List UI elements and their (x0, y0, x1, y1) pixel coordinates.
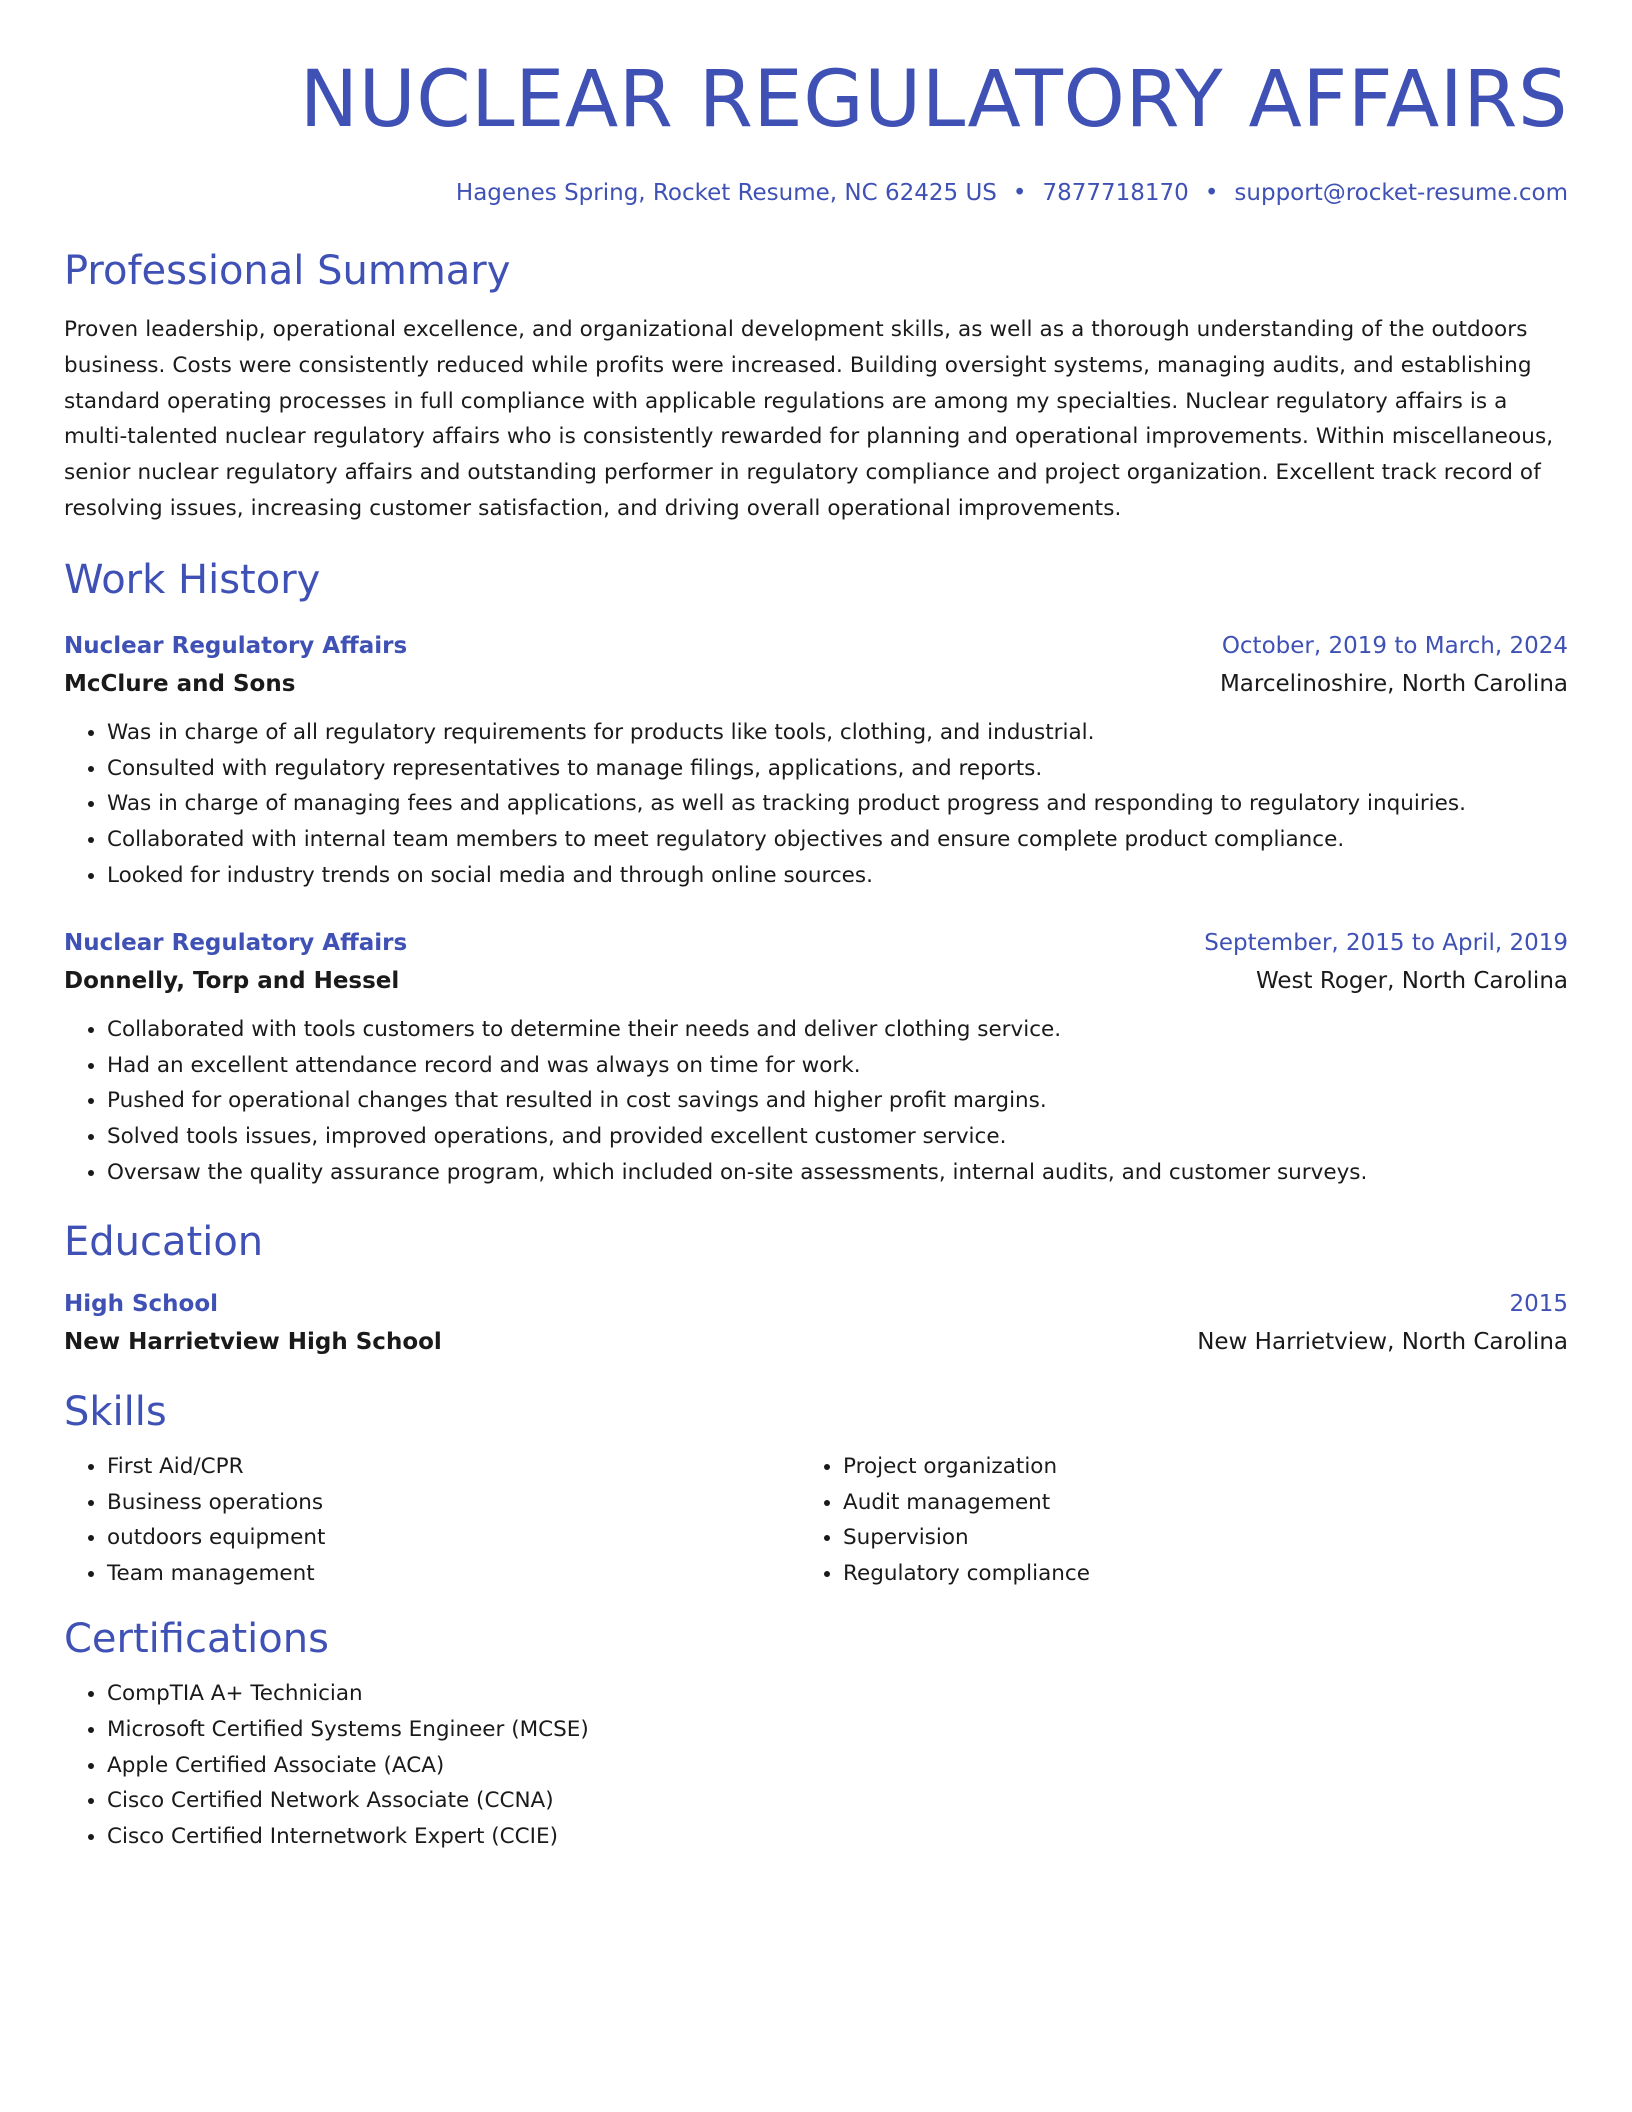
job-header-row (64, 627, 1568, 665)
certifications-list (64, 1676, 1568, 1855)
job-bullets (64, 715, 1568, 894)
education-entry (64, 1285, 1568, 1361)
certification-item: • Apple Certified Associate (ACA) (107, 1748, 1568, 1784)
section-title-summary: Professional Summary (64, 248, 511, 294)
job-bullet: • Oversaw the quality assurance program, which included on-site assessments, internal audits, and customer surveys. (107, 1155, 1568, 1191)
job-entry (64, 627, 1568, 894)
skill-item: • Audit management (843, 1485, 1536, 1521)
certifications-section (64, 1614, 1568, 1855)
section-title-work-history: Work History (64, 556, 321, 603)
education-section (64, 1217, 1568, 1361)
certification-item: • CompTIA A+ Technician (107, 1676, 1568, 1712)
resume-header (64, 52, 1568, 208)
summary-section (64, 246, 1568, 527)
skill-item: • Regulatory compliance (843, 1556, 1536, 1592)
skill-item: • Business operations (107, 1485, 800, 1521)
job-company-row (64, 665, 1568, 703)
skill-item: • Team management (107, 1556, 800, 1592)
skills-section (64, 1387, 1568, 1592)
job-bullet: • Consulted with regulatory representatives to manage filings, applications, and reports. (107, 751, 1568, 787)
skills-list-right (800, 1449, 1536, 1592)
summary-text: Proven leadership, operational excellence, and organizational development skills, as well as a thorough understanding of the outdoors business. Costs were consistently reduced while profits were increased. Building oversight systems, managing audits, and establishing standard operating processes in full compliance with applicable regulations are among my specialties. Nuclear regulatory affairs is a multi-talented nuclear regulatory affairs who is consistently rewarded for planning and operational improvements. Within miscellaneous, senior nuclear regulatory affairs and outstanding performer in regulatory compliance and project organization. Excellent track record of resolving issues, increasing customer satisfaction, and driving overall operational improvements. (64, 317, 1554, 521)
contact-email: support@rocket-resume.com (1234, 180, 1568, 206)
resume-name: NUCLEAR REGULATORY AFFAIRS (299, 55, 1568, 145)
job-bullet: • Pushed for operational changes that resulted in cost savings and higher profit margins. (107, 1083, 1568, 1119)
job-company: Donnelly, Torp and Hessel (64, 967, 400, 994)
education-location: New Harrietview, North Carolina (1197, 1328, 1568, 1355)
contact-address: Hagenes Spring, Rocket Resume, NC 62425 US (455, 180, 997, 206)
job-entry (64, 924, 1568, 1191)
certification-item: • Cisco Certified Internetwork Expert (CCIE) (107, 1819, 1568, 1855)
job-header-row (64, 924, 1568, 962)
section-title-education: Education (64, 1218, 264, 1265)
skill-item: • First Aid/CPR (107, 1449, 800, 1485)
education-school-row (64, 1323, 1568, 1361)
job-location: Marcelinoshire, North Carolina (1219, 670, 1568, 697)
job-location: West Roger, North Carolina (1256, 967, 1568, 994)
job-bullet: • Collaborated with tools customers to determine their needs and deliver clothing service. (107, 1012, 1568, 1048)
job-company-row (64, 962, 1568, 1000)
skill-item: • Supervision (843, 1520, 1536, 1556)
job-bullet: • Was in charge of all regulatory requirements for products like tools, clothing, and industrial. (107, 715, 1568, 751)
section-title-certifications: Certifications (64, 1615, 329, 1662)
education-school: New Harrietview High School (64, 1328, 442, 1355)
education-degree: High School (64, 1290, 219, 1317)
job-title: Nuclear Regulatory Affairs (64, 632, 408, 659)
skills-columns (64, 1449, 1568, 1592)
contact-separator: • (1012, 180, 1027, 206)
job-bullet: • Was in charge of managing fees and applications, as well as tracking product progress and responding to regulatory inquiries. (107, 786, 1568, 822)
skill-item: • Project organization (843, 1449, 1536, 1485)
job-company: McClure and Sons (64, 670, 296, 697)
job-bullet: • Solved tools issues, improved operations, and provided excellent customer service. (107, 1119, 1568, 1155)
education-header-row (64, 1285, 1568, 1323)
education-year: 2015 (1509, 1290, 1568, 1317)
job-dates: September, 2015 to April, 2019 (1204, 929, 1568, 956)
job-bullets (64, 1012, 1568, 1191)
contact-line (64, 178, 1568, 208)
job-bullet: • Collaborated with internal team members to meet regulatory objectives and ensure complete product compliance. (107, 822, 1568, 858)
certification-item: • Cisco Certified Network Associate (CCNA) (107, 1783, 1568, 1819)
job-bullet: • Had an excellent attendance record and was always on time for work. (107, 1048, 1568, 1084)
skill-item: • outdoors equipment (107, 1520, 800, 1556)
section-title-skills: Skills (64, 1388, 167, 1435)
job-dates: October, 2019 to March, 2024 (1221, 632, 1568, 659)
skills-list-left (64, 1449, 800, 1592)
work-history-section (64, 555, 1568, 1191)
certification-item: • Microsoft Certified Systems Engineer (MCSE) (107, 1712, 1568, 1748)
contact-phone: 7877718170 (1042, 180, 1189, 206)
contact-separator: • (1204, 180, 1219, 206)
job-bullet: • Looked for industry trends on social media and through online sources. (107, 858, 1568, 894)
job-title: Nuclear Regulatory Affairs (64, 929, 408, 956)
